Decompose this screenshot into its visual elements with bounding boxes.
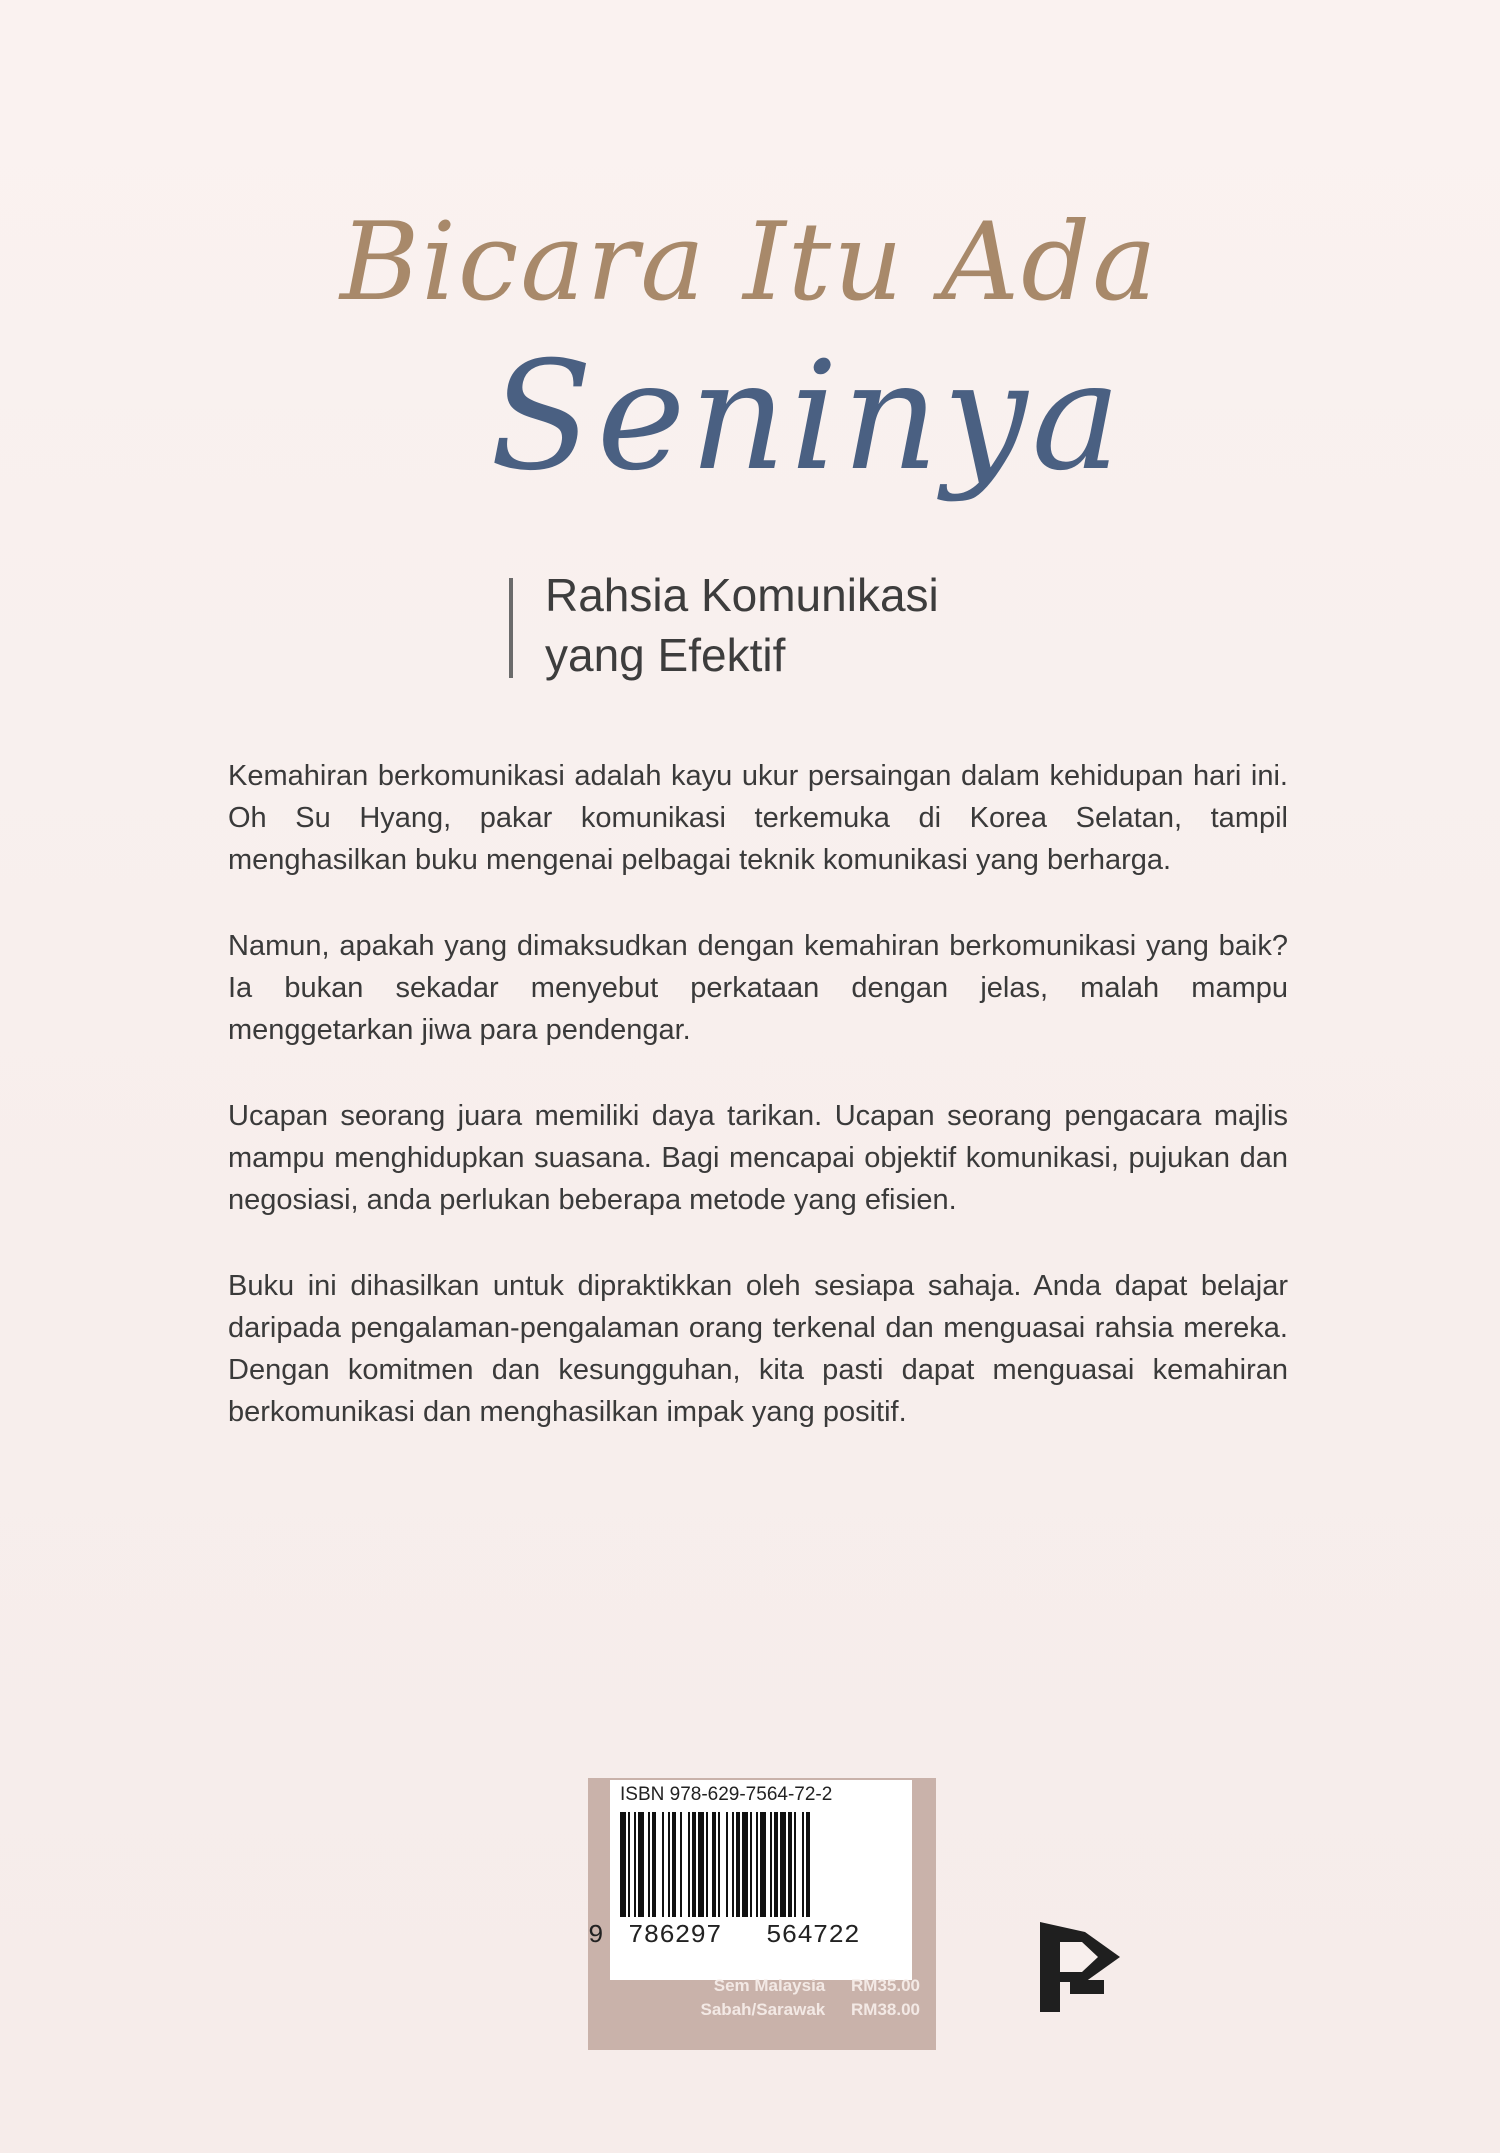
subtitle — [545, 565, 1145, 685]
barcode-stripe — [742, 1812, 748, 1917]
barcode-stripe — [648, 1812, 650, 1917]
barcode-stripe — [732, 1812, 734, 1917]
subtitle-line2: yang Efektif — [545, 629, 786, 681]
barcode-lead-digit: 9 — [588, 1920, 604, 1950]
barcode-stripe — [638, 1812, 644, 1917]
barcode-stripe — [806, 1812, 810, 1917]
barcode-stripe — [794, 1812, 796, 1917]
price-region: Sem Malaysia — [713, 1976, 826, 1995]
barcode-stripe — [780, 1812, 786, 1917]
barcode-stripe — [680, 1812, 682, 1917]
barcode-stripe — [756, 1812, 758, 1917]
title-script-line1: Bicara Itu Ada — [340, 200, 1159, 325]
barcode-bars — [620, 1812, 900, 1922]
barcode-stripe — [652, 1812, 656, 1917]
barcode-stripe — [692, 1812, 696, 1917]
barcode-stripe — [712, 1812, 716, 1917]
barcode-stripe — [620, 1812, 626, 1917]
isbn-label: ISBN 978-629-7564-72-2 — [620, 1784, 833, 1805]
barcode-stripe — [718, 1812, 720, 1917]
price-amount: RM38.00 — [851, 2000, 920, 2019]
barcode-stripe — [750, 1812, 752, 1917]
price-region: Sabah/Sarawak — [700, 2000, 826, 2019]
barcode-stripe — [788, 1812, 792, 1917]
publisher-logo-icon — [1030, 1912, 1130, 2022]
subtitle-line1: Rahsia Komunikasi — [545, 569, 939, 621]
subtitle-divider — [509, 578, 513, 678]
barcode-stripe — [770, 1812, 772, 1917]
barcode-stripe — [698, 1812, 704, 1917]
blurb — [228, 755, 1288, 1477]
barcode-digits — [588, 1920, 918, 1960]
barcode-stripe — [628, 1812, 630, 1917]
barcode-right-digits: 564722 — [766, 1920, 860, 1950]
barcode-stripe — [662, 1812, 664, 1917]
price-row — [620, 2000, 920, 2020]
barcode-stripe — [634, 1812, 636, 1917]
blurb-paragraph: Buku ini dihasilkan untuk dipraktikkan oleh sesiapa sahaja. Anda dapat belajar daripada pengalaman-pengalaman orang terkenal dan menguasai rahsia mereka. Dengan komitmen dan kesungguhan, kita pasti dapat menguasai kemahiran berkomunikasi dan menghasilkan impak yang positif. — [228, 1270, 1288, 1428]
barcode-stripe — [736, 1812, 740, 1917]
barcode-stripe — [706, 1812, 708, 1917]
barcode-stripe — [726, 1812, 728, 1917]
blurb-paragraph: Ucapan seorang juara memiliki daya tarikan. Ucapan seorang pengacara majlis mampu menghidupkan suasana. Bagi mencapai objektif komunikasi, pujukan dan negosiasi, anda perlukan beberapa metode yang efisien. — [228, 1100, 1288, 1216]
title-script-line2: Seninya — [490, 330, 1125, 504]
price-row — [620, 1976, 920, 1996]
barcode-stripe — [688, 1812, 690, 1917]
barcode-stripe — [774, 1812, 778, 1917]
barcode-stripe — [802, 1812, 804, 1917]
blurb-paragraph: Namun, apakah yang dimaksudkan dengan kemahiran berkomunikasi yang baik? Ia bukan sekadar menyebut perkataan dengan jelas, malah mampu menggetarkan jiwa para pendengar. — [228, 930, 1288, 1046]
barcode-stripe — [668, 1812, 670, 1917]
blurb-paragraph: Kemahiran berkomunikasi adalah kayu ukur persaingan dalam kehidupan hari ini. Oh Su Hyang, pakar komunikasi terkemuka di Korea Selatan, tampil menghasilkan buku mengenai pelbagai teknik komunikasi yang berharga. — [228, 760, 1288, 876]
price-amount: RM35.00 — [851, 1976, 920, 1995]
barcode-left-digits: 786297 — [628, 1920, 722, 1950]
barcode-stripe — [760, 1812, 766, 1917]
barcode-stripe — [672, 1812, 676, 1917]
